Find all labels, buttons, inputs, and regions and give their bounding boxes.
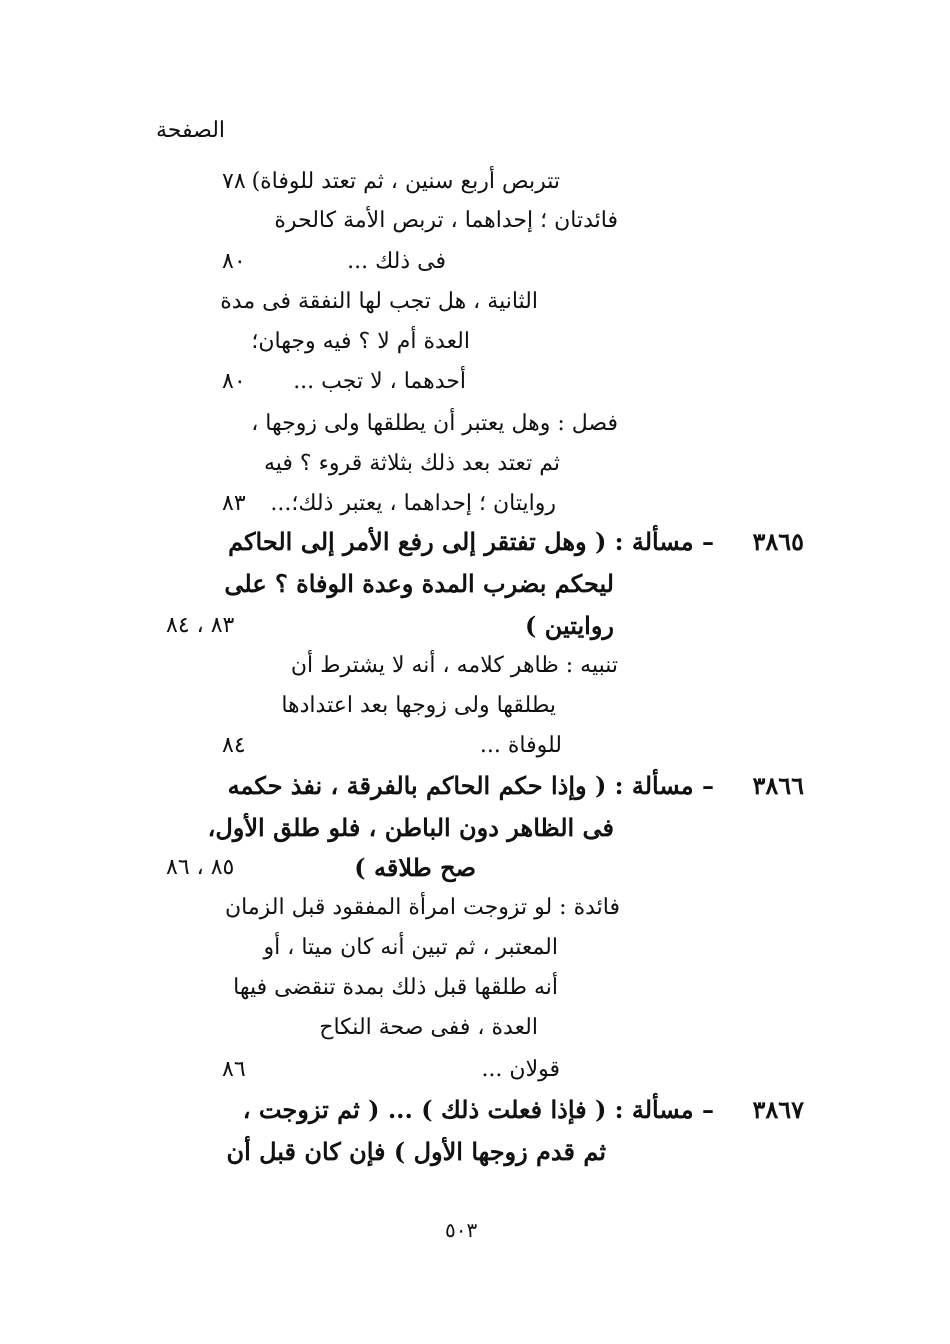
text-line: أنه طلقها قبل ذلك بمدة تنقضى فيها [233, 975, 558, 1000]
page-ref: ٨٦ [222, 1057, 246, 1082]
column-header: الصفحة [156, 118, 226, 143]
issue-number: ٣٨٦٦ [752, 771, 804, 800]
text-line: فائدة : لو تزوجت امرأة المفقود قبل الزمان [225, 895, 620, 920]
text-line: يطلقها ولى زوجها بعد اعتدادها [281, 693, 556, 718]
text-line: للوفاة ... [479, 733, 562, 758]
text-line: روايتان ؛ إحداهما ، يعتبر ذلك؛... [270, 491, 556, 516]
page-ref: ٨٠ [222, 369, 246, 394]
text-line: فصل : وهل يعتبر أن يطلقها ولى زوجها ، [251, 411, 618, 436]
issue-text-line: صح طلاقه ) [354, 853, 476, 882]
text-line: ثم تعتد بعد ذلك بثلاثة قروء ؟ فيه [263, 451, 560, 476]
page-ref: ٨٣ ، ٨٤ [166, 613, 235, 638]
page-number: ٥٠٣ [445, 1218, 478, 1242]
text-line: تنبيه : ظاهر كلامه ، أنه لا يشترط أن [290, 653, 618, 678]
issue-heading: – مسألة : ( وهل تفتقر إلى رفع الأمر إلى الحاكم [228, 527, 714, 556]
issue-number: ٣٨٦٧ [752, 1095, 804, 1124]
text-line: العدة أم لا ؟ فيه وجهان؛ [251, 329, 470, 354]
issue-text-line: ليحكم بضرب المدة وعدة الوفاة ؟ على [224, 569, 614, 598]
issue-text-line: ثم قدم زوجها الأول ) فإن كان قبل أن [226, 1137, 606, 1166]
text-line: قولان ... [481, 1057, 560, 1082]
page-ref: ٨٤ [222, 733, 246, 758]
text-line: أحدهما ، لا تجب ... [293, 369, 466, 394]
issue-heading: – مسألة : ( وإذا حكم الحاكم بالفرقة ، نفذ حكمه [227, 771, 714, 800]
issue-text-line: روايتين ) [525, 611, 614, 640]
issue-heading: – مسألة : ( فإذا فعلت ذلك ) ... ( ثم تزوجت ، [242, 1095, 714, 1124]
issue-text-line: فى الظاهر دون الباطن ، فلو طلق الأول، [207, 813, 614, 842]
text-line: تتربص أربع سنين ، ثم تعتد للوفاة) [251, 169, 560, 194]
page-ref: ٨٣ [222, 491, 246, 516]
text-line: فى ذلك ... [347, 249, 446, 274]
issue-number: ٣٨٦٥ [752, 527, 804, 556]
page-ref: ٨٠ [222, 249, 246, 274]
page-ref: ٨٥ ، ٨٦ [166, 855, 235, 880]
text-line: المعتبر ، ثم تبين أنه كان ميتا ، أو [263, 935, 558, 960]
text-line: العدة ، ففى صحة النكاح [319, 1015, 538, 1040]
page-ref: ٧٨ [222, 169, 246, 194]
text-line: الثانية ، هل تجب لها النفقة فى مدة [220, 289, 538, 314]
text-line: فائدتان ؛ إحداهما ، تربص الأمة كالحرة [274, 208, 618, 233]
